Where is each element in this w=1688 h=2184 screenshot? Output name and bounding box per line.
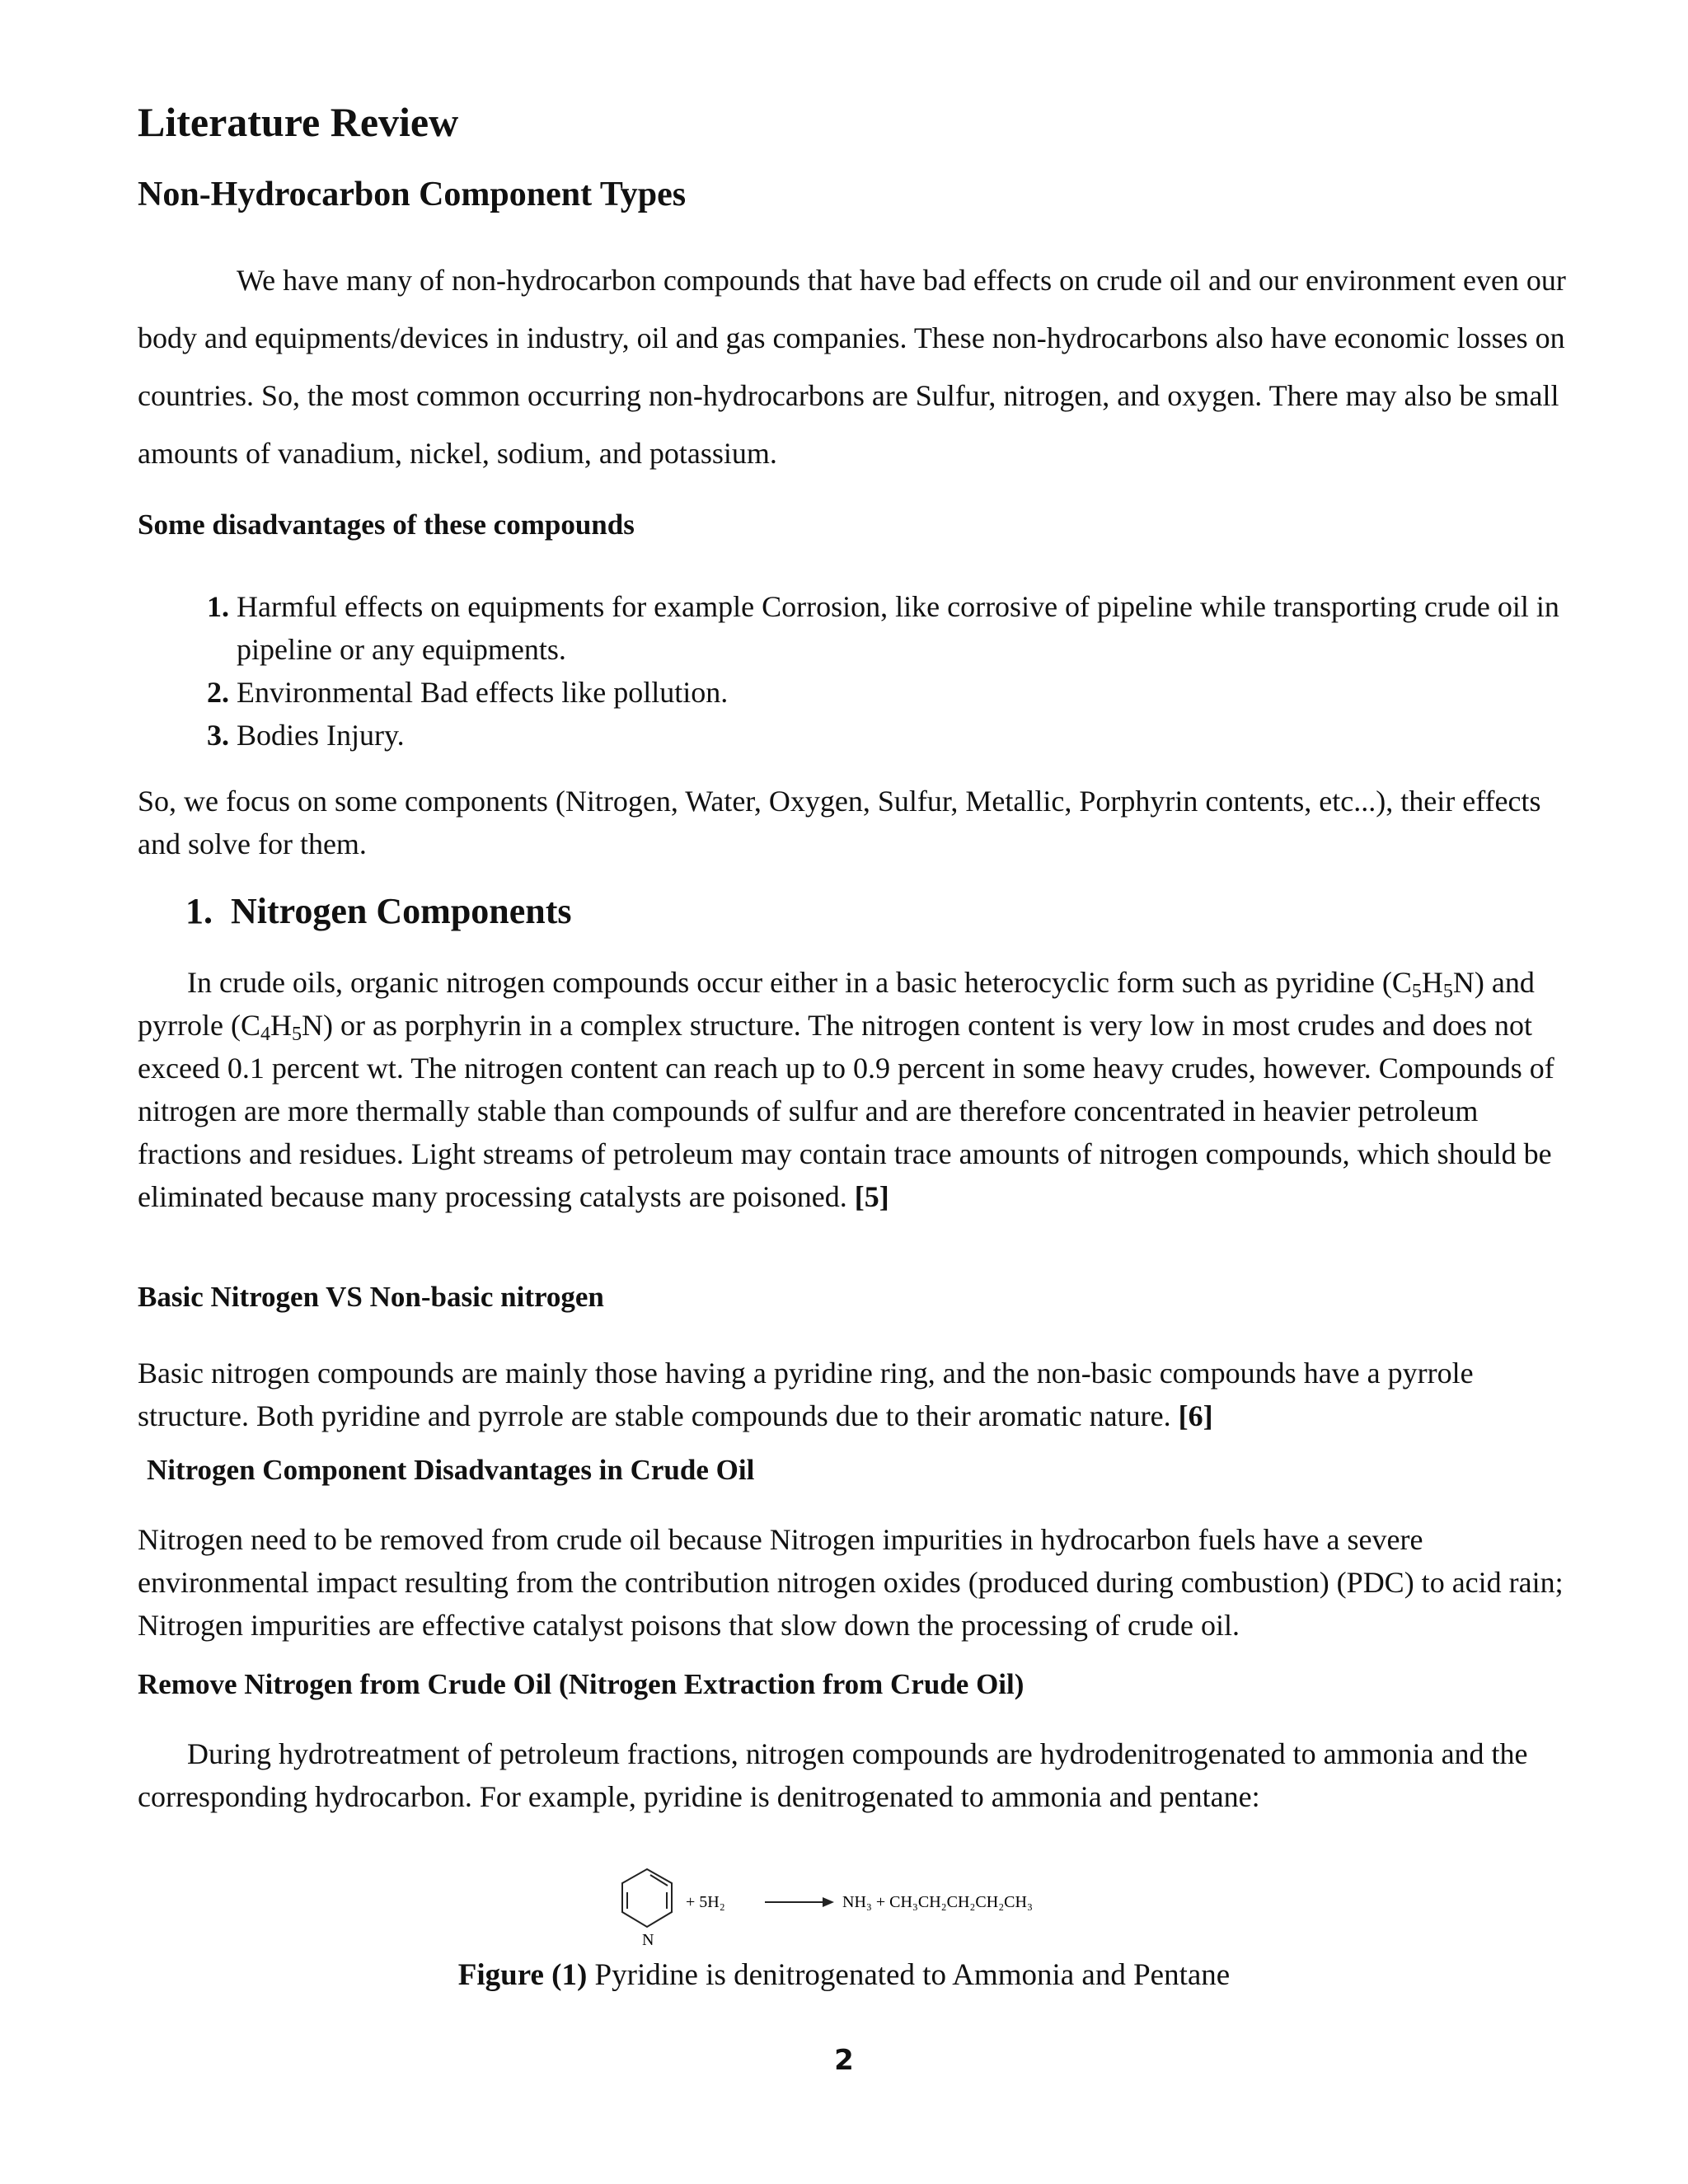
- arrow-icon: [765, 1897, 834, 1907]
- reactant-label: + 5H₂: [686, 1893, 725, 1911]
- focus-paragraph: So, we focus on some components (Nitrogen, Water, Oxygen, Sulfur, Metallic, Porphyrin contents, etc...), their effects and solve for them.: [138, 785, 1541, 860]
- section-heading: Non-Hydrocarbon Component Types: [138, 176, 687, 213]
- nitrogen-heading-text: Nitrogen Components: [231, 891, 572, 931]
- caption-text: Pyridine is denitrogenated to Ammonia and Pentane: [594, 1958, 1231, 1992]
- ring-atom-label: N: [642, 1931, 654, 1949]
- remove-nitrogen-paragraph: During hydrotreatment of petroleum fractions, nitrogen compounds are hydrodenitrogenated to ammonia and the corresponding hydrocarbon. For example, pyridine is denitrogenated to ammonia and pentane:: [138, 1737, 1528, 1813]
- pyridine-ring-icon: [622, 1869, 672, 1949]
- list-item: 3. Bodies Injury.: [237, 714, 1588, 757]
- subscript: 4: [260, 1024, 270, 1045]
- disadvantages-crude-heading: Nitrogen Component Disadvantages in Crude Oil: [147, 1454, 755, 1486]
- text-run: In crude oils, organic nitrogen compounds occur either in a basic heterocyclic form such as pyridine (C: [187, 966, 1412, 999]
- text-run: N) or as porphyrin in a complex structure. The nitrogen content is very low in most crudes and does not exceed 0.1 percent wt. The nitrogen content can reach up to 0.9 percent in some heavy crudes, however. Compounds of nitrogen are more thermally stable than compounds of sulfur and are therefore concentrated in heavier petroleum fractions and residues. Light streams of petroleum may contain trace amounts of nitrogen compounds, which should be eliminated because many processing catalysts are poisoned.: [138, 1009, 1554, 1213]
- section-number: 1.: [185, 891, 213, 931]
- disadvantages-heading: Some disadvantages of these compounds: [138, 509, 635, 541]
- list-item: 1. Harmful effects on equipments for example Corrosion, like corrosive of pipeline while transporting crude oil in pipeline or any equipments.: [237, 585, 1588, 671]
- subscript: 5: [1442, 981, 1453, 1002]
- nitrogen-paragraph: [138, 961, 1588, 1218]
- basic-nitrogen-paragraph: [138, 1352, 1588, 1437]
- text-run: N) and pyrrole (C: [138, 966, 1535, 1042]
- page-number: 2: [834, 2044, 854, 2077]
- intro-paragraph: We have many of non-hydrocarbon compounds that have bad effects on crude oil and our environment even our body and equipments/devices in industry, oil and gas companies. These non-hydrocarbons also have economic losses on countries. So, the most common occurring non-hydrocarbons are Sulfur, nitrogen, and oxygen. There may also be small amounts of vanadium, nickel, sodium, and potassium.: [138, 264, 1566, 470]
- text-run: Basic nitrogen compounds are mainly those having a pyridine ring, and the non-basic compounds have a pyrrole structure. Both pyridine and pyrrole are stable compounds due to their aromatic nature.: [138, 1357, 1474, 1432]
- citation: [5]: [854, 1180, 889, 1213]
- nitrogen-heading: [185, 890, 1587, 933]
- figure-caption: [0, 1955, 1688, 1996]
- basic-nitrogen-heading: Basic Nitrogen VS Non-basic nitrogen: [138, 1281, 604, 1313]
- list-item: 2. Environmental Bad effects like pollution.: [237, 671, 1588, 714]
- caption-label: Figure (1): [457, 1958, 588, 1992]
- citation: [6]: [1178, 1399, 1213, 1432]
- disadvantages-crude-paragraph: Nitrogen need to be removed from crude oil because Nitrogen impurities in hydrocarbon fuels have a severe environmental impact resulting from the contribution nitrogen oxides (produced during combustion) (PDC) to acid rain; Nitrogen impurities are effective catalyst poisons that slow down the processing of crude oil.: [138, 1523, 1564, 1642]
- text-run: H: [1421, 966, 1443, 999]
- subscript: 5: [1411, 981, 1422, 1002]
- disadvantages-list: [138, 585, 1588, 757]
- subscript: 5: [291, 1024, 302, 1045]
- product-label: NH₃ + CH₃CH₂CH₂CH₂CH₃: [842, 1893, 1033, 1911]
- remove-nitrogen-heading: Remove Nitrogen from Crude Oil (Nitrogen Extraction from Crude Oil): [138, 1668, 1025, 1700]
- page-title: Literature Review: [138, 99, 459, 145]
- text-run: H: [270, 1009, 292, 1042]
- reaction-figure: [610, 1861, 1071, 1952]
